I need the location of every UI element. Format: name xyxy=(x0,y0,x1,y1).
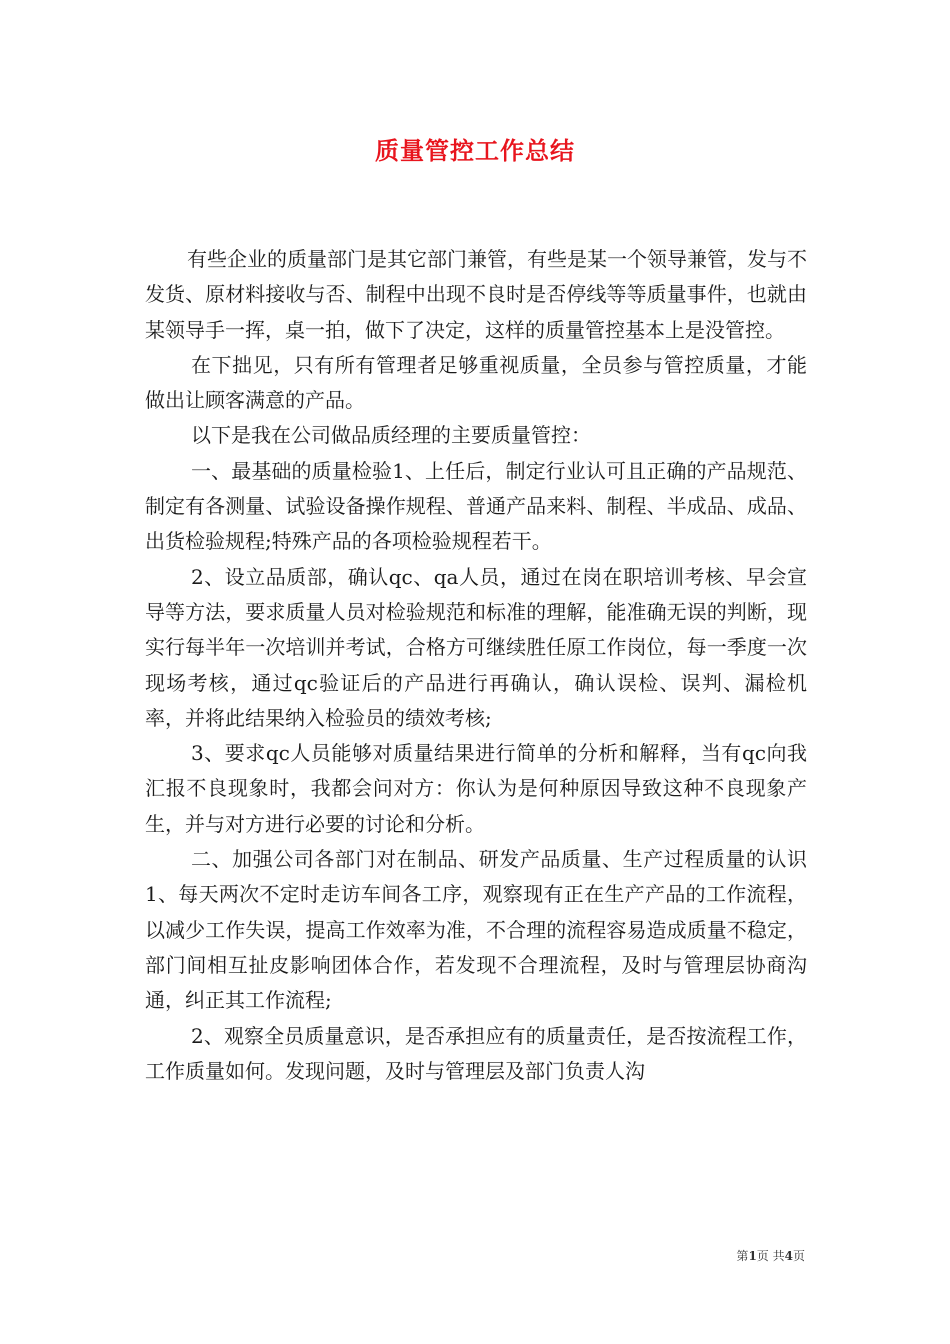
paragraph-5: 2、设立品质部，确认qc、qa人员，通过在岗在职培训考核、早会宣导等方法，要求质量人员对检验规范和标准的理解，能准确无误的判断，现实行每半年一次培训并考试，合格方可继续胜任原工作岗位，每一季度一次现场考核，通过qc验证后的产品进行再确认，确认误检、误判、漏检机率，并将此结果纳入检验员的绩效考核; xyxy=(145,564,807,730)
paragraph-8: 2、观察全员质量意识，是否承担应有的质量责任，是否按流程工作，工作质量如何。发现问题，及时与管理层及部门负责人沟 xyxy=(145,1023,807,1083)
paragraph-3: 以下是我在公司做品质经理的主要质量管控： xyxy=(191,423,591,448)
paragraph-7: 二、加强公司各部门对在制品、研发产品质量、生产过程质量的认识1、每天两次不定时走访车间各工序，观察现有正在生产产品的工作流程，以减少工作失误，提高工作效率为准，不合理的流程容易造成质量不稳定，部门间相互扯皮影响团体合作，若发现不合理流程，及时与管理层协商沟通，纠正其工作流程; xyxy=(145,847,807,1013)
total-pages-number: 4 xyxy=(784,1249,793,1263)
paragraph-4: 一、最基础的质量检验1、上任后，制定行业认可且正确的产品规范、制定有各测量、试验设备操作规程、普通产品来料、制程、半成品、成品、出货检验规程;特殊产品的各项检验规程若干。 xyxy=(145,458,807,554)
document-body xyxy=(145,242,807,1089)
paragraph-6: 3、要求qc人员能够对质量结果进行简单的分析和解释，当有qc向我汇报不良现象时，我都会问对方：你认为是何种原因导致这种不良现象产生，并与对方进行必要的讨论和分析。 xyxy=(145,741,807,836)
page-footer xyxy=(0,1247,805,1264)
footer-suffix: 页 xyxy=(792,1249,805,1263)
footer-middle: 页 共 xyxy=(756,1249,785,1263)
current-page-number: 1 xyxy=(748,1249,757,1263)
paragraph-1: 有些企业的质量部门是其它部门兼管，有些是某一个领导兼管，发与不发货、原材料接收与否、制程中出现不良时是否停线等等质量事件，也就由某领导手一挥，桌一拍，做下了决定，这样的质量管控基本上是没管控。 xyxy=(145,247,807,342)
paragraph-2: 在下拙见，只有所有管理者足够重视质量，全员参与管控质量，才能做出让顾客满意的产品。 xyxy=(145,352,807,413)
document-title: 质量管控工作总结 xyxy=(375,136,575,165)
footer-prefix: 第 xyxy=(736,1249,749,1263)
